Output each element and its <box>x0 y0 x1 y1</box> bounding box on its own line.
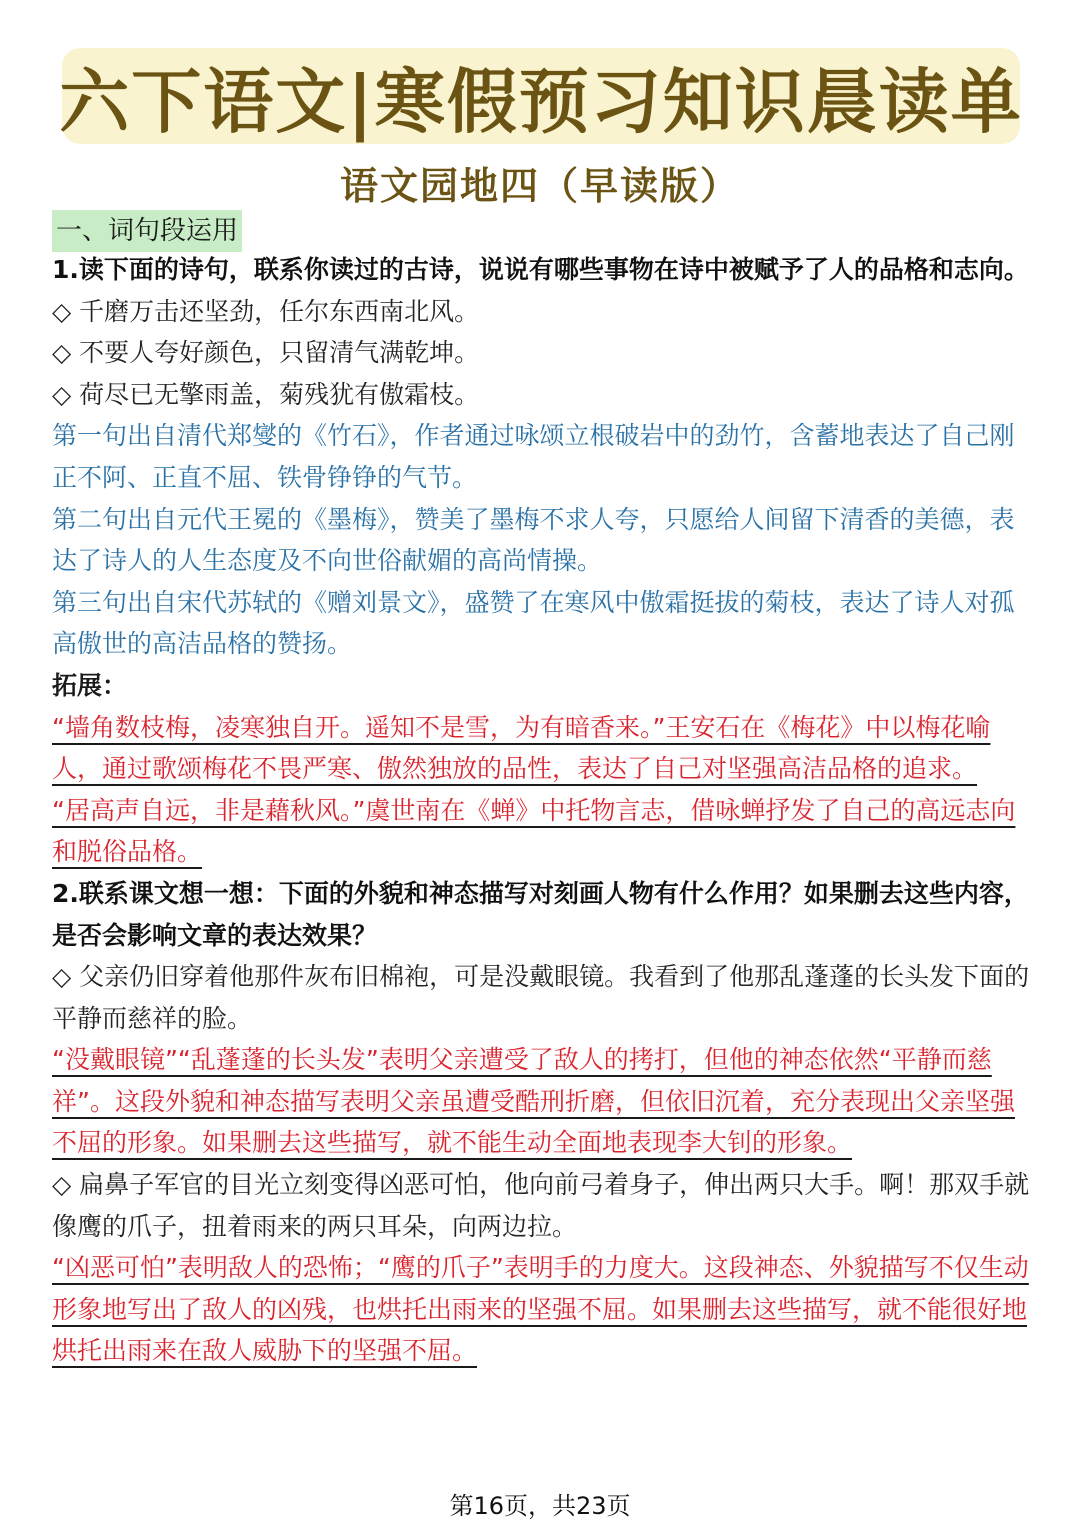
passage-1: ◇ 父亲仍旧穿着他那件灰布旧棉袍，可是没戴眼镜。我看到了他那乱蓬蓬的长头发下面的平静而慈祥的脸。 <box>52 962 1030 1033</box>
answer-2-part-2 <box>52 1247 1032 1372</box>
answer-2-part-1-text: “没戴眼镜”“乱蓬蓬的长头发”表明父亲遭受了敌人的拷打，但他的神态依然“平静而慈祥”。这段外貌和神态描写表明父亲虽遭受酷刑折磨，但依旧沉着，充分表现出父亲坚强不屈的形象。如果删去这些描写，就不能生动全面地表现李大钊的形象。 <box>52 1045 1015 1158</box>
page-subtitle: 语文园地四（早读版） <box>339 164 740 208</box>
poem-line-1: ◇ 千磨万击还坚劲，任尔东西南北风。 <box>52 296 480 326</box>
passage-2: ◇ 扁鼻子军官的目光立刻变得凶恶可怕，他向前弓着身子，伸出两只大手。啊！那双手就像鹰的爪子，扭着雨来的两只耳朵，向两边拉。 <box>52 1170 1030 1241</box>
extension-label: 拓展： <box>52 670 128 700</box>
poem-line-3: ◇ 荷尽已无擎雨盖，菊残犹有傲霜枝。 <box>52 379 480 409</box>
document-body <box>52 249 1032 1372</box>
question-1: 1.读下面的诗句，联系你读过的古诗，说说有哪些事物在诗中被赋予了人的品格和志向。 <box>52 255 1029 284</box>
answer-1-part-3: 第三句出自宋代苏轼的《赠刘景文》，盛赞了在寒风中傲霜挺拔的菊枝，表达了诗人对孤高傲世的高洁品格的赞扬。 <box>52 587 1015 659</box>
answer-1-part-2: 第二句出自元代王冕的《墨梅》，赞美了墨梅不求人夸，只愿给人间留下清香的美德，表达了诗人的人生态度及不向世俗献媚的高尚情操。 <box>52 504 1015 576</box>
section-label: 一、词句段运用 <box>52 210 242 252</box>
page-title: 六下语文|寒假预习知识晨读单 <box>59 60 1023 143</box>
answer-1-part-1: 第一句出自清代郑燮的《竹石》，作者通过咏颂立根破岩中的劲竹，含蓄地表达了自己刚正不阿、正直不屈、铁骨铮铮的气节。 <box>52 421 1015 492</box>
question-2: 2.联系课文想一想：下面的外貌和神态描写对刻画人物有什么作用？如果删去这些内容，是否会影响文章的表达效果？ <box>52 878 1029 950</box>
extension-1-text: “墙角数枝梅，凌寒独自开。遥知不是雪，为有暗香来。”王安石在《梅花》中以梅花喻人，通过歌颂梅花不畏严寒、傲然独放的品性，表达了自己对坚强高洁品格的追求。 <box>52 712 991 784</box>
page-number: 第16页，共23页 <box>449 1492 631 1520</box>
answer-2-part-1 <box>52 1039 1032 1164</box>
extension-2-text: “居高声自远，非是藉秋风。”虞世南在《蝉》中托物言志，借咏蝉抒发了自己的高远志向和脱俗品格。 <box>52 795 1016 867</box>
answer-2-part-2-text: “凶恶可怕”表明敌人的恐怖；“鹰的爪子”表明手的力度大。这段神态、外貌描写不仅生动形象地写出了敌人的凶残，也烘托出雨来的坚强不屈。如果删去这些描写，就不能很好地烘托出雨来在敌人威胁下的坚强不屈。 <box>52 1253 1029 1366</box>
extension-1 <box>52 707 1032 790</box>
extension-2 <box>52 790 1032 873</box>
poem-line-2: ◇ 不要人夸好颜色，只留清气满乾坤。 <box>52 338 480 368</box>
title-banner <box>59 48 1023 144</box>
